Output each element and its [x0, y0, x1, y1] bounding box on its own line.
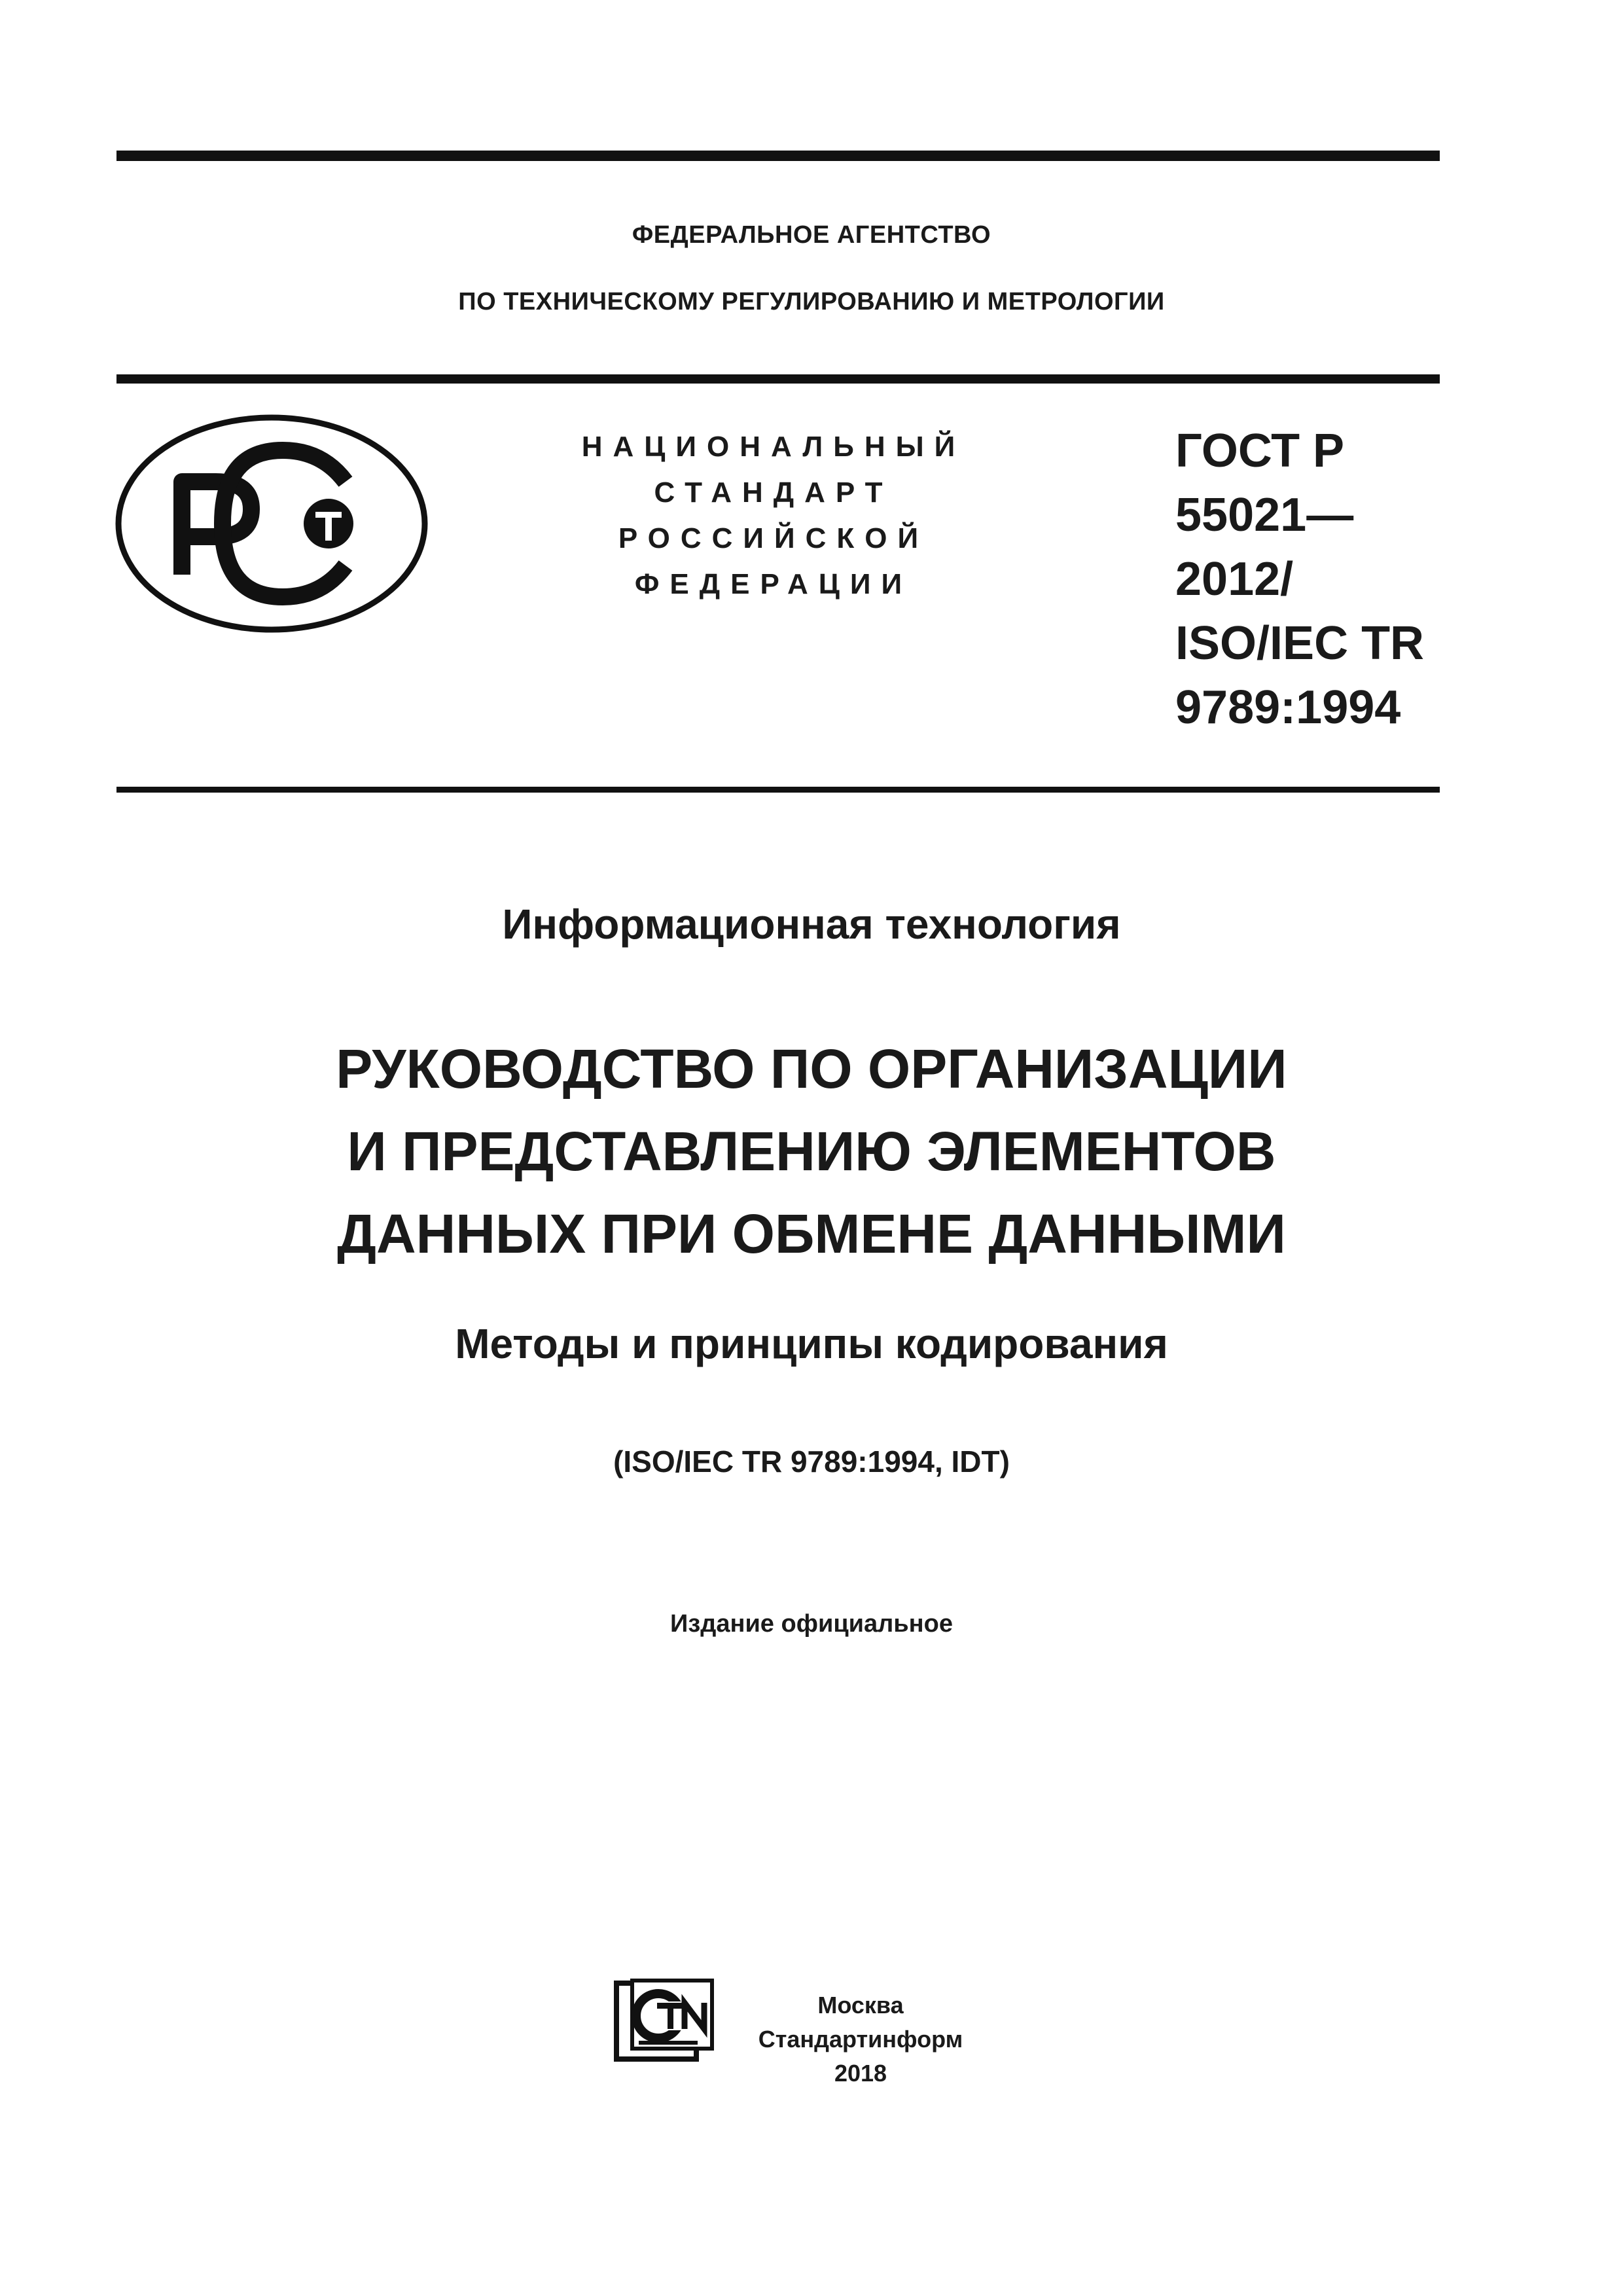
gost-designation-line: 55021—	[1175, 489, 1354, 541]
publisher-info	[707, 1988, 1014, 2090]
document-title-line: ДАННЫХ ПРИ ОБМЕНЕ ДАННЫМИ	[337, 1203, 1286, 1265]
gost-designation	[1175, 419, 1437, 740]
agency-name-line-2: ПО ТЕХНИЧЕСКОМУ РЕГУЛИРОВАНИЮ И МЕТРОЛОГИИ	[458, 288, 1165, 315]
document-title-line: РУКОВОДСТВО ПО ОРГАНИЗАЦИИ	[336, 1038, 1287, 1100]
middle-rule	[116, 374, 1440, 384]
national-standard-line: НАЦИОНАЛЬНЫЙ	[581, 431, 966, 463]
agency-name-line-1: ФЕДЕРАЛЬНОЕ АГЕНТСТВО	[632, 221, 991, 249]
gost-designation-line: 9789:1994	[1175, 681, 1401, 734]
publication-year: 2018	[834, 2060, 887, 2087]
edition-label: Издание официальное	[670, 1610, 953, 1638]
top-rule	[116, 151, 1440, 161]
rst-emblem-icon	[111, 411, 432, 637]
national-standard-line: ФЕДЕРАЦИИ	[634, 568, 913, 600]
publisher-city: Москва	[817, 1992, 904, 2018]
bottom-rule	[116, 787, 1440, 793]
gost-designation-line: ГОСТ Р	[1175, 425, 1345, 477]
document-origin: (ISO/IEC TR 9789:1994, IDT)	[613, 1444, 1010, 1479]
gost-designation-line: 2012/	[1175, 553, 1294, 605]
national-standard-label	[538, 424, 1009, 607]
document-area: Информационная технология	[502, 901, 1121, 948]
publisher-name: Стандартинформ	[758, 2026, 963, 2053]
document-subtitle: Методы и принципы кодирования	[455, 1320, 1168, 1367]
document-title-line: И ПРЕДСТАВЛЕНИЮ ЭЛЕМЕНТОВ	[347, 1121, 1276, 1182]
national-standard-line: СТАНДАРТ	[654, 476, 893, 509]
national-standard-line: РОССИЙСКОЙ	[618, 522, 929, 554]
document-title	[0, 1028, 1623, 1275]
gost-designation-line: ISO/IEC TR	[1175, 617, 1425, 670]
standartinform-logo-icon	[613, 1977, 716, 2062]
